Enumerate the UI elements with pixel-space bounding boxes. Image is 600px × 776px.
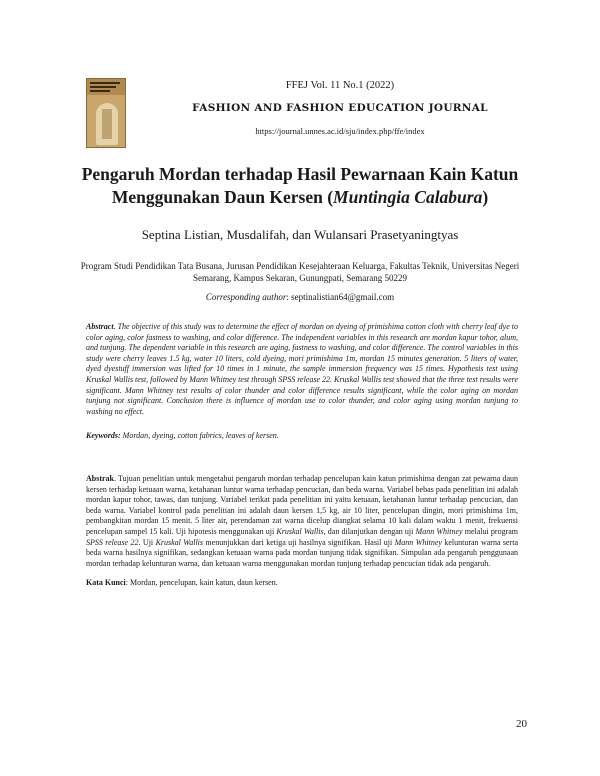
keywords-english <box>86 431 518 440</box>
affiliation: Program Studi Pendidikan Tata Busana, Jurusan Pendidikan Kesejahteraan Keluarga, Fakultas Teknik, Universitas Negeri Semarang, Kampus Sekaran, Gunungpati, Semarang 50229 <box>80 261 520 283</box>
abstract-english <box>86 322 518 417</box>
corresponding-author <box>60 292 540 302</box>
abstrak-term-5: Mann Whitney <box>394 537 442 547</box>
title-end: ) <box>482 187 489 207</box>
author-list: Septina Listian, Musdalifah, dan Wulansari Prasetyaningtyas <box>141 227 459 242</box>
kata-kunci-label: Kata Kunci <box>86 578 126 587</box>
abstrak-label: Abstrak <box>86 474 115 483</box>
page-number: 20 <box>516 718 527 730</box>
abstrak-term-2: Mann Whitney <box>415 526 463 536</box>
journal-url[interactable]: https://journal.unnes.ac.id/sju/index.php/ffe/index <box>255 126 425 136</box>
abstrak-text-4: . Uji <box>138 537 156 547</box>
abstrak-text-3: melalui program <box>462 526 519 536</box>
abstract-indonesian <box>86 474 518 569</box>
kata-kunci-text: : Mordan, pencelupan, kain katun, daun kersen. <box>125 578 278 587</box>
journal-cover-thumbnail <box>86 78 126 148</box>
abstrak-text-2: , dan dilanjutkan dengan uji <box>323 526 416 536</box>
abstrak-text-5: menunjukkan dari ketiga uji hasilnya signifikan. Hasil uji <box>203 537 395 547</box>
abstrak-term-4: Kruskal Wallis <box>155 537 204 547</box>
abstract-text: . The objective of this study was to determine the effect of mordan on dyeing of primishima cotton cloth with cherry leaf dye to color aging, color fastness to washing, and color difference. The independent variables in this research are mordan kapur tohor, alum, and tunjung. The dependent variable in this research are aging, fastness to washing, and color difference. The control variables in this study were cherry leaves 1.5 kg, water 10 liters, cold dyeing, mori primishima 1m, mordan 15 minutes generation. 5 liters of water, dyed dyestuff immersion was lifted for 10 times in 1 minute, the sample immersion frequency was 15 times. Hypothesis test using Kruskal Wallis test, followed by Mann Whitney test through SPSS release 22. Kruskal Wallis test showed that the three test results were significant. Mann Whitney test results of color thunder and color difference results significant, while the color aging on mordan tunjung not significant. Conclusion there is influence of mordan use to color thunder, and color aging using mordan tunjung to washing no effect. <box>86 322 518 416</box>
keywords-indonesian <box>86 578 518 587</box>
abstrak-text-6: kelunturan warna serta beda warna hasilnya signifikan, sedangkan ketuaan warna pada mordan tunjung tidak signifikan. Simpulan ada pengaruh penggunaan mordan terhadap kelunturan warna, dan ketuaan warna menggunakan mordan tunjung terhadap pencucian tidak ada pengaruh. <box>86 537 518 568</box>
abstrak-text-1: . Tujuan penelitian untuk mengetahui pengaruh mordan terhadap pencelupan kain katun primishima dengan zat pewarna daun kersen terhadap ketuaan warna, ketahanan luntur warna terhadap pencucian, dan beda warna. Variabel bebas pada penelitian ini adalah mordan kapur tohor, tawas, dan tunjung. Variabel terikat pada penelitian ini yaitu ketuaan, ketahanan luntur terhadap pencucian, dan beda warna. Variabel kontrol pada penelitian ini adalah daun kersen 1,5 kg, air 10 liter, pencelupan dingin, mori primishima 1m, pembangkitan mordan 15 menit. 5 liter air, perendaman zat warna dicelup diangkat selama 10 kali dalam waktu 1 menit, frekuensi pencelupan sampel 15 kali. Uji hipotesis menggunakan uji <box>86 474 518 536</box>
title-species: Muntingia Calabura <box>333 187 483 207</box>
abstract-label: Abstract <box>86 322 114 331</box>
journal-volume: FFEJ Vol. 11 No.1 (2022) <box>285 80 395 91</box>
paper-title <box>60 163 540 209</box>
abstrak-term-1: Kruskal Wallis <box>276 526 324 536</box>
corresponding-email[interactable]: : septinalistian64@gmail.com <box>286 292 395 302</box>
journal-name: FASHION AND FASHION EDUCATION JOURNAL <box>192 102 488 114</box>
keywords-label: Keywords: <box>86 431 121 440</box>
abstrak-term-3: SPSS release 22 <box>86 537 139 547</box>
title-main: Pengaruh Mordan terhadap Hasil Pewarnaan Kain Katun Menggunakan Daun Kersen ( <box>81 164 519 207</box>
corresponding-label: Corresponding author <box>205 292 287 302</box>
keywords-text: Mordan, dyeing, cotton fabrics, leaves of kersen. <box>120 431 279 440</box>
